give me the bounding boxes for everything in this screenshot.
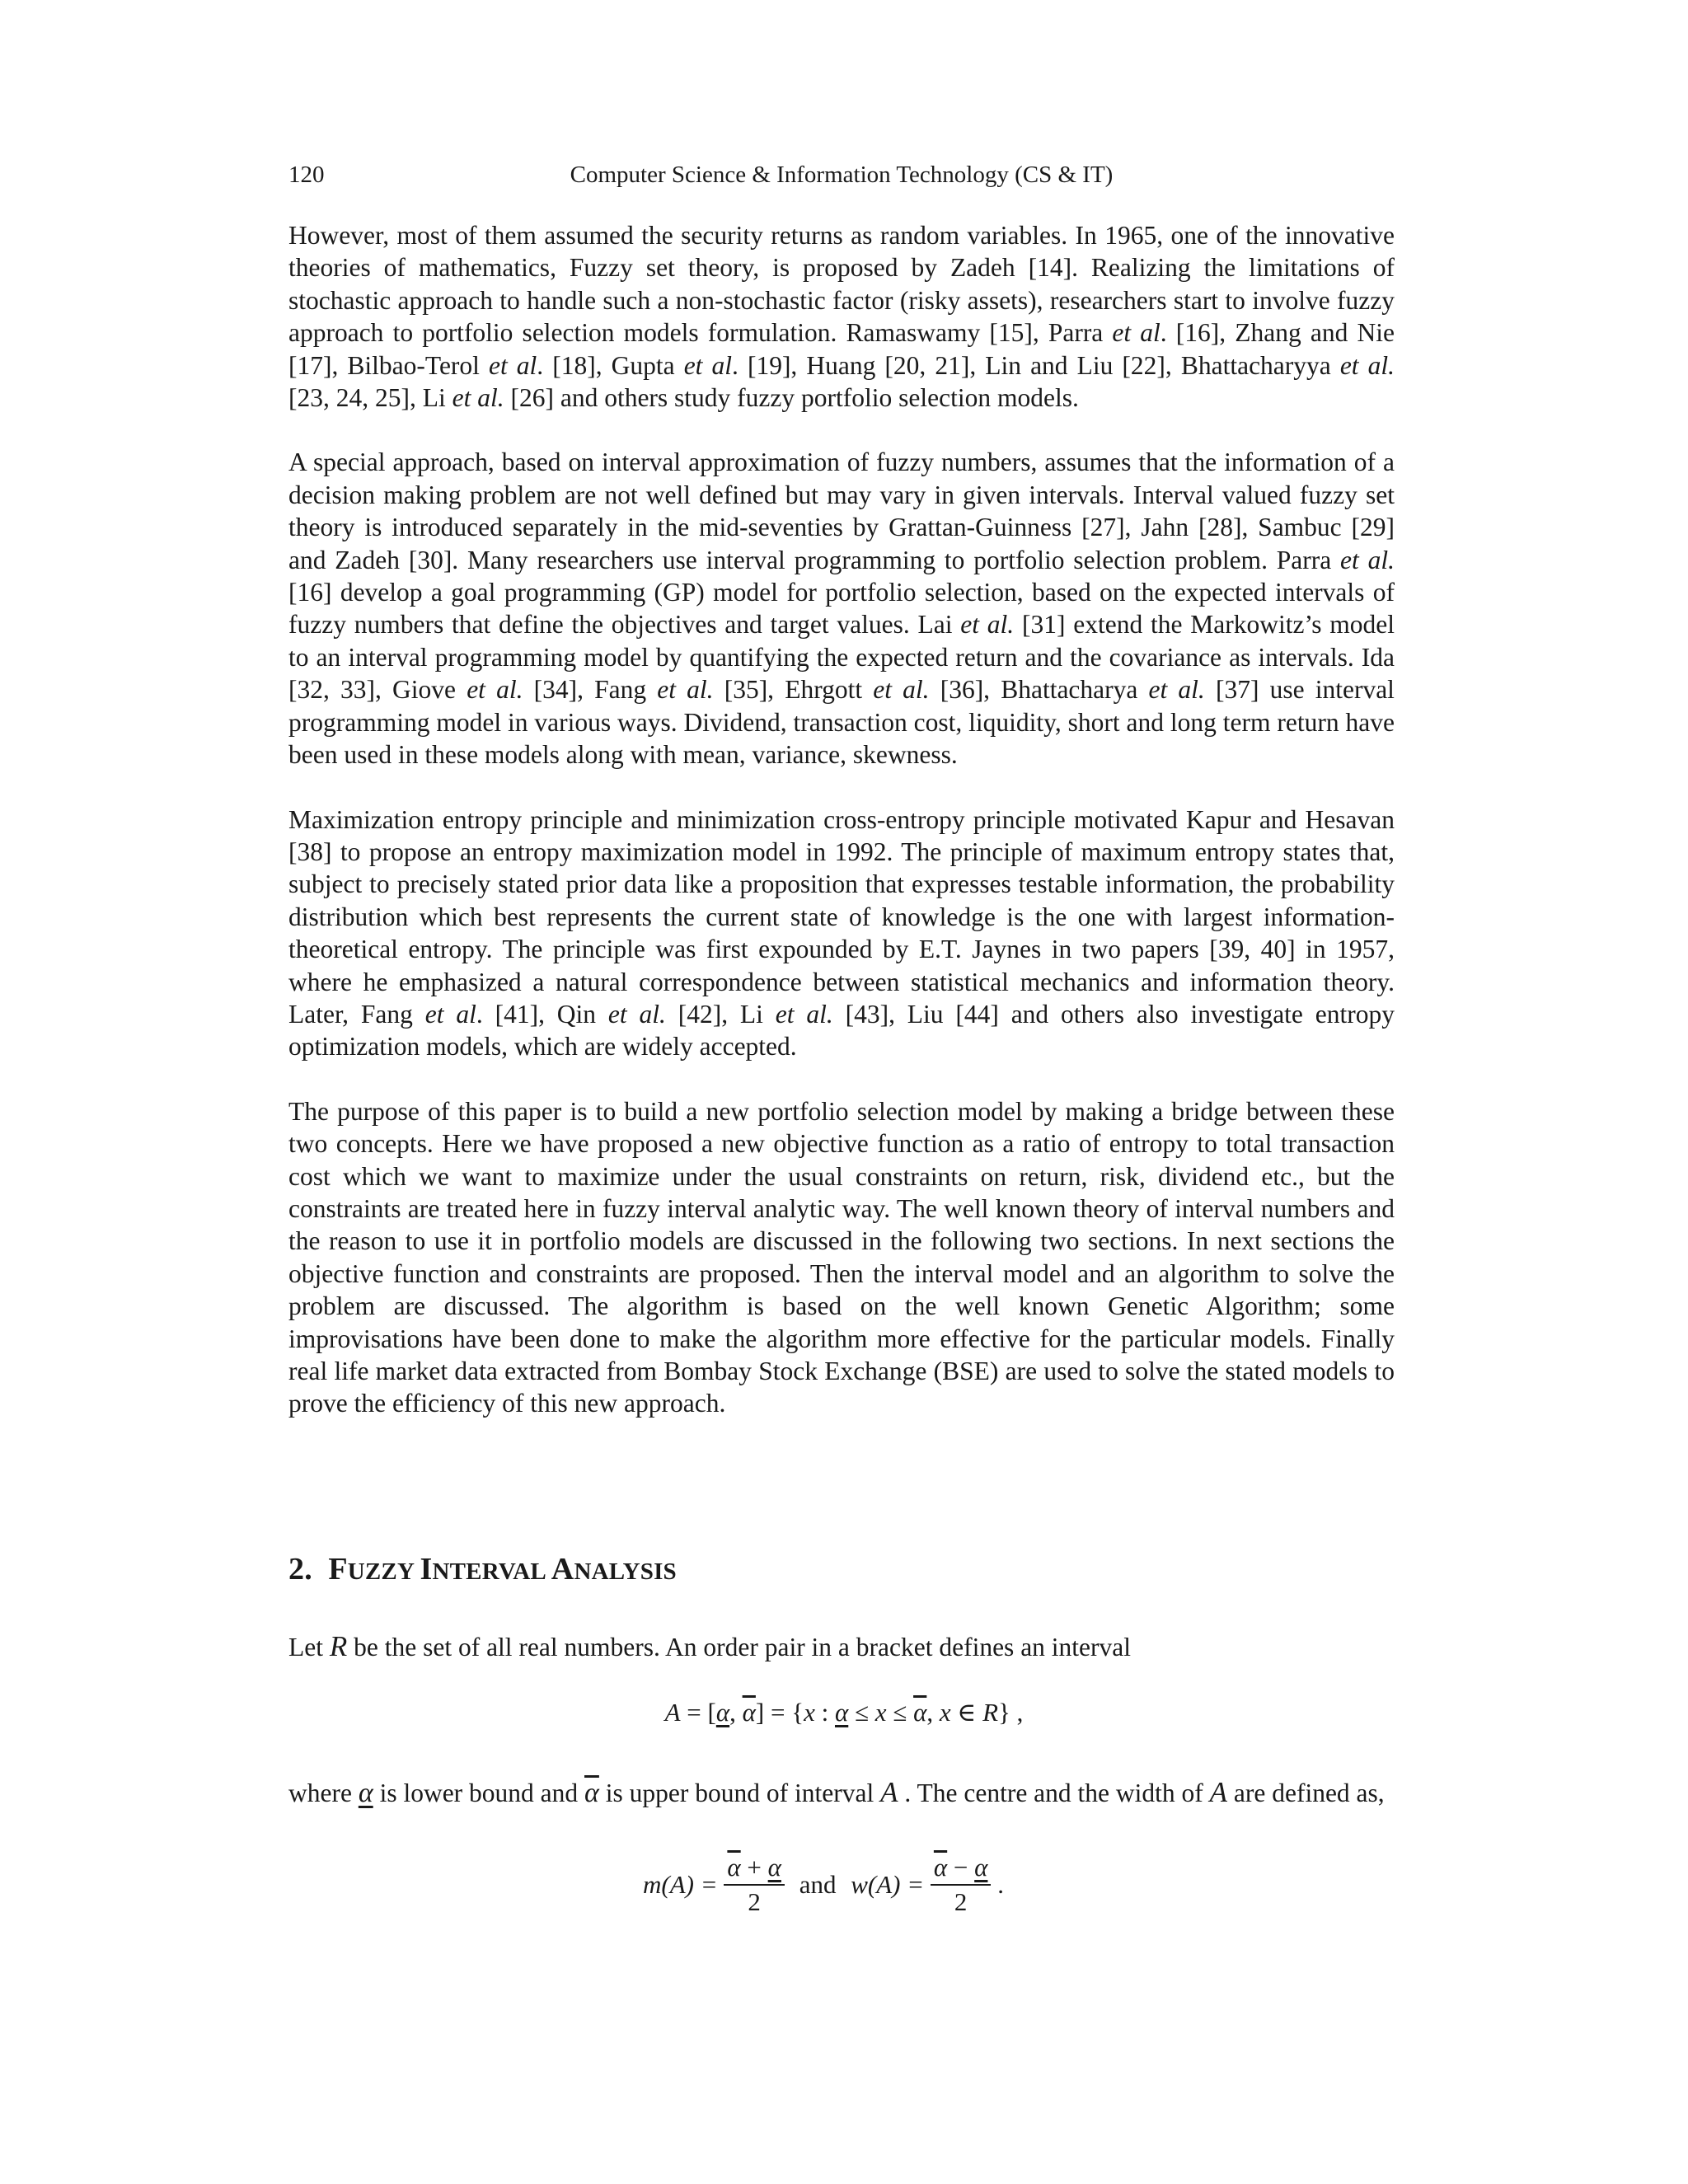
- text-run: . [16], Zhang and Nie [17], Bilbao-Terol: [288, 318, 1395, 380]
- text-run: [34], Fang: [523, 675, 658, 705]
- citation-etal: et al.: [1340, 545, 1395, 574]
- eq-mid: ] = {: [755, 1698, 804, 1727]
- paragraph-purpose: [288, 1095, 1395, 1420]
- section-heading: [288, 1551, 677, 1587]
- where-4: . The centre and the width of: [898, 1779, 1210, 1807]
- bounds-explanation: [288, 1774, 1395, 1812]
- centre-num-upper: $\overline{\alpha}$: [727, 1853, 741, 1882]
- eq-x-3: x: [939, 1698, 951, 1727]
- text-run: A special approach, based on interval approximation of fuzzy numbers, assumes that the information of a decision making problem are not well defined but may vary in given intervals. Interval valued fuzzy set theory is introduced separately in the mid-seventies by Grattan-Guinness [27], Jahn [28], Sambuc [29] and Zadeh [30]. Many researchers use interval programming to portfolio selection problem. Parra: [288, 448, 1395, 574]
- centre-fraction: [724, 1851, 785, 1919]
- citation-etal: et al: [424, 999, 476, 1029]
- width-fraction: [931, 1851, 992, 1919]
- centre-lhs: m(A) =: [643, 1870, 718, 1899]
- title-rest-1: UZZY: [347, 1558, 420, 1585]
- title-cap-f: F: [328, 1552, 348, 1586]
- title-rest-2: NTERVAL: [432, 1558, 551, 1585]
- citation-etal: et al.: [960, 610, 1015, 640]
- body-text: [288, 219, 1395, 1420]
- where-3: is upper bound of interval: [598, 1779, 881, 1807]
- text-run: However, most of them assumed the security returns as random variables. In 1965, one of the innovative theories of mathematics, Fuzzy set theory, is proposed by Zadeh [14]. Realizing the limitations of stochastic approach to handle such a non-stochastic factor (risky assets), researchers start to involve fuzzy approach to portfolio selection models formulation. Ramaswamy [15], Parra: [288, 221, 1395, 348]
- eq-period: .: [997, 1870, 1004, 1899]
- centre-numerator: [724, 1851, 785, 1886]
- citation-etal: et al.: [452, 383, 504, 413]
- real-set-symbol: R: [329, 1630, 348, 1662]
- eq-x-2: x: [874, 1698, 887, 1727]
- and-word: and: [799, 1870, 837, 1899]
- citation-etal: et al: [1112, 318, 1160, 348]
- eq-close: } ,: [998, 1698, 1024, 1727]
- intro-text-1: Let: [288, 1633, 330, 1661]
- eq-a: A: [664, 1698, 681, 1727]
- citation-etal: et al.: [467, 675, 523, 705]
- eq-comma: ,: [729, 1698, 743, 1727]
- title-cap-a: A: [551, 1552, 574, 1586]
- intro-text-2: be the set of all real numbers. An order pair in a bracket defines an interval: [347, 1633, 1132, 1661]
- text-run: [37] use interval programming model in various ways. Dividend, transaction cost, liquidity, short and long term return have been used in these models along with mean, variance, skewness.: [288, 675, 1395, 770]
- upper-bound-symbol: $\overline{\alpha}$: [742, 1698, 756, 1727]
- citation-etal: et al.: [873, 675, 930, 705]
- where-a: A: [880, 1776, 898, 1808]
- centre-width-equation: [643, 1851, 1137, 1930]
- journal-title: Computer Science & Information Technology (CS & IT): [570, 162, 1114, 188]
- where-2: is lower bound and: [373, 1779, 585, 1807]
- centre-num-lower: α: [767, 1853, 781, 1882]
- width-num-lower: α: [974, 1853, 988, 1882]
- citation-etal: et al.: [657, 675, 714, 705]
- text-run: . [19], Huang [20, 21], Lin and Liu [22], Bhattacharyya: [732, 350, 1340, 380]
- where-5: are defined as,: [1227, 1779, 1385, 1807]
- section-title: [328, 1552, 677, 1586]
- where-lower-symbol: α: [358, 1778, 373, 1808]
- text-run: [36], Bhattacharya: [929, 675, 1149, 705]
- where-a-2: A: [1209, 1776, 1228, 1808]
- upper-bound-symbol-2: $\overline{\alpha}$: [913, 1698, 927, 1727]
- centre-num-op: +: [740, 1853, 768, 1882]
- title-rest-3: NALYSIS: [574, 1558, 677, 1585]
- citation-etal: et al.: [1148, 675, 1205, 705]
- eq-le-1: ≤: [848, 1698, 875, 1727]
- eq-r: R: [982, 1698, 998, 1727]
- text-run: . [18], Gupta: [537, 350, 684, 380]
- text-run: Maximization entropy principle and minimization cross-entropy principle motivated Kapur and Hesavan [38] to propose an entropy maximization model in 1992. The principle of maximum entropy states that, subject to precisely stated prior data like a proposition that expresses testable information, the probability distribution which best represents the current state of knowledge is the one with largest information-theoretical entropy. The principle was first expounded by E.T. Jaynes in two papers [39, 40] in 1957, where he emphasized a natural correspondence between statistical mechanics and information theory. Later, Fang: [288, 804, 1395, 1029]
- title-cap-i: I: [420, 1552, 433, 1586]
- text-run: [31] extend the Markowitz’s model to an interval programming model by quantifying the expected return and the covariance as intervals. Ida [32, 33], Giove: [288, 610, 1395, 705]
- centre-denominator: 2: [748, 1887, 761, 1916]
- citation-etal: et al.: [607, 999, 666, 1029]
- paragraph-interval-approach: [288, 446, 1395, 771]
- citation-etal: et al: [488, 350, 537, 380]
- text-run: [23, 24, 25], Li: [288, 383, 452, 413]
- width-num-op: −: [947, 1853, 975, 1882]
- where-upper-symbol: $\overline{\alpha}$: [584, 1778, 599, 1808]
- page-number: 120: [288, 162, 325, 188]
- where-1: where: [288, 1779, 359, 1807]
- text-run: [43], Liu [44] and others also investigate entropy optimization models, which are widely accepted.: [288, 999, 1395, 1062]
- lower-bound-symbol-2: α: [834, 1698, 849, 1727]
- eq-colon: :: [814, 1698, 835, 1727]
- eq-le-2: ≤: [886, 1698, 914, 1727]
- paragraph-fuzzy-set-theory: [288, 219, 1395, 414]
- interval-intro: [288, 1630, 1395, 1663]
- width-denominator: 2: [954, 1887, 968, 1916]
- citation-etal: et al: [683, 350, 733, 380]
- eq-in: ∈: [950, 1698, 983, 1727]
- paragraph-entropy: [288, 804, 1395, 1063]
- section-number: 2.: [288, 1552, 312, 1586]
- running-header: [288, 162, 1395, 194]
- citation-etal: et al.: [775, 999, 833, 1029]
- eq-sep: ,: [926, 1698, 940, 1727]
- width-lhs: w(A) =: [851, 1870, 925, 1899]
- lower-bound-symbol: α: [715, 1698, 730, 1727]
- text-run: [42], Li: [665, 999, 776, 1029]
- text-run: [16] develop a goal programming (GP) model for portfolio selection, based on the expected intervals of fuzzy numbers that define the objectives and target values. Lai: [288, 578, 1395, 640]
- width-num-upper: $\overline{\alpha}$: [933, 1853, 948, 1882]
- citation-etal: et al.: [1339, 350, 1395, 380]
- eq-open: = [: [680, 1698, 716, 1727]
- interval-definition-equation: [0, 1698, 1688, 1727]
- text-run: [26] and others study fuzzy portfolio selection models.: [504, 383, 1079, 413]
- text-run: The purpose of this paper is to build a new portfolio selection model by making a bridge between these two concepts. Here we have proposed a new objective function as a ratio of entropy to total transaction cost which we want to maximize under the usual constraints on return, risk, dividend etc., but the constraints are treated here in fuzzy interval analytic way. The well known theory of interval numbers and the reason to use it in portfolio models are discussed in the following two sections. In next sections the objective function and constraints are proposed. Then the interval model and an algorithm to solve the problem are discussed. The algorithm is based on the well known Genetic Algorithm; some improvisations have been done to make the algorithm more effective for the particular models. Finally real life market data extracted from Bombay Stock Exchange (BSE) are used to solve the stated models to prove the efficiency of this new approach.: [288, 1096, 1395, 1418]
- text-run: [35], Ehrgott: [713, 675, 874, 705]
- eq-x: x: [804, 1698, 815, 1727]
- text-run: . [41], Qin: [476, 999, 608, 1029]
- width-numerator: [931, 1851, 992, 1886]
